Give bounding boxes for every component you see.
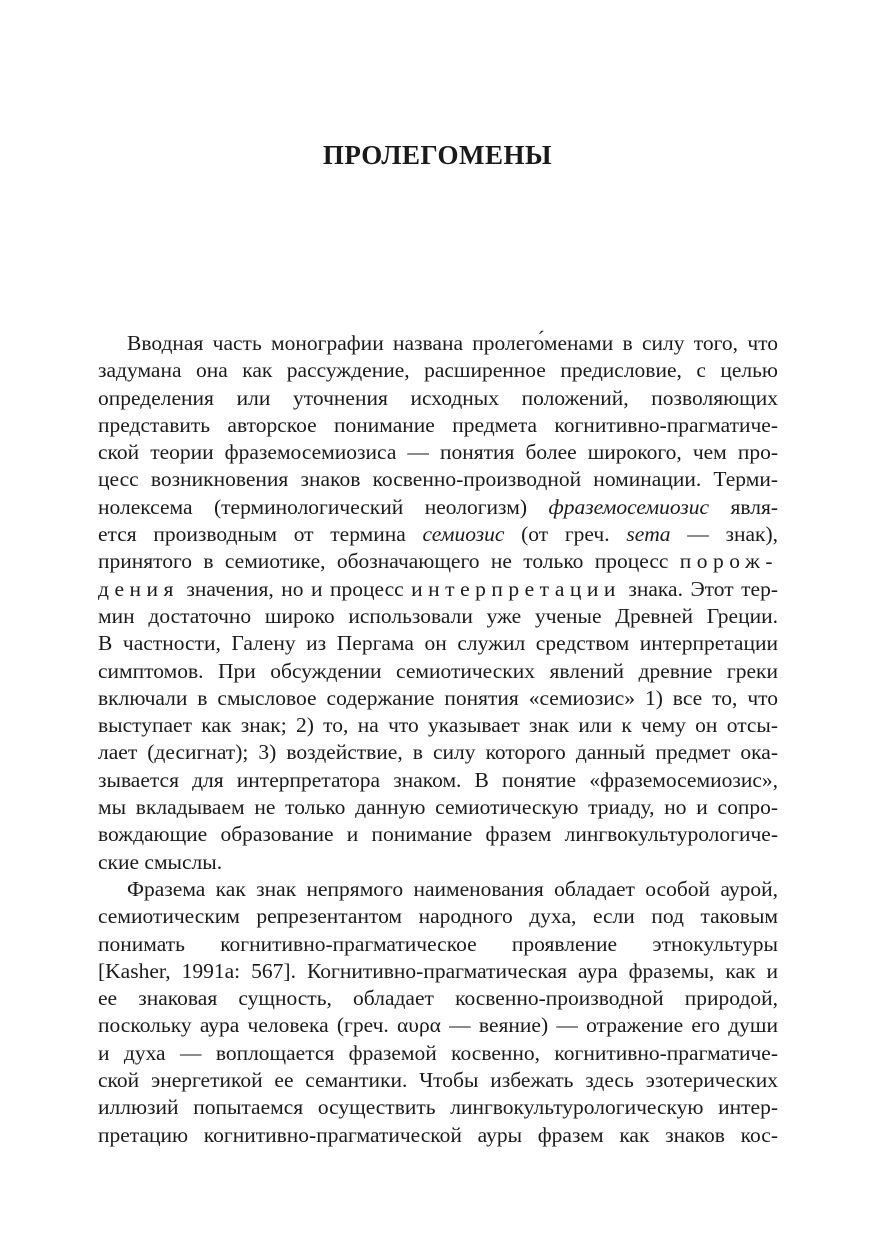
text-line: Фразема как знак непрямого наименования обладает особой аурой, [127,876,778,901]
text-line: понимать когнитивно-прагматическое проявление этнокультуры [98,931,778,956]
text-line [98,521,778,548]
text-line: представить авторское понимание предмета когнитивно-прагматиче- [98,412,778,437]
text-line: претацию когнитивно-прагматической ауры фразем как знаков кос- [98,1122,778,1147]
text-line: определения или уточнения исходных положений, позволяющих [98,385,778,410]
text-segment: принятого в семиотике, обозначающего не только процесс [98,549,680,574]
spaced-term: порож- [679,549,778,574]
text-line: мы вкладываем не только данную семиотическую триаду, но и сопро- [98,795,778,820]
text-line: цесс возникновения знаков косвенно-производной номинации. Терми- [98,467,778,492]
text-line: Вводная часть монографии названа пролего́менами в силу того, что [127,331,778,355]
text-line: симптомов. При обсуждении семиотических явлений древние греки [98,658,778,683]
text-line: поскольку аура человека (греч. αυρα — веяние) — отражение его души [98,1013,778,1038]
text-line: мин достаточно широко использовали уже ученые Древней Греции. [98,603,778,628]
text-segment: ется производным от термина [98,522,423,547]
italic-term: семиозис [422,522,505,547]
italic-term: sema [626,522,671,547]
text-segment: (от греч. [504,522,627,547]
text-line [98,494,778,521]
paragraph-2 [98,876,778,1149]
text-segment: нолексема (терминологический неологизм) [98,494,549,519]
text-line: задумана она как рассуждение, расширенное предисловие, с целью [98,358,778,383]
text-line [98,548,778,575]
text-line: [Kasher, 1991a: 567]. Когнитивно-прагматическая аура фраземы, как и [98,958,778,983]
text-segment: явля- [709,494,778,519]
italic-term: фраземосемиозис [548,494,709,519]
text-line [98,576,778,603]
text-line: иллюзий попытаемся осуществить лингвокультурологическую интер- [98,1095,778,1120]
text-line: семиотическим репрезентантом народного духа, если под таковым [98,904,778,929]
text-line: зывается для интерпретатора знаком. В понятие «фраземосемиозис», [98,767,778,792]
text-segment: знака. Этот тер- [620,576,778,601]
body-text [98,330,778,1149]
text-line: выступает как знак; 2) то, на что указывает знак или к чему он отсы- [98,713,778,738]
text-line: ской теории фраземосемиозиса — понятия более широкого, чем про- [98,440,778,465]
page-title: ПРОЛЕГОМЕНЫ [322,140,553,170]
text-line: В частности, Галену из Пергама он служил средством интерпретации [98,631,778,656]
text-segment: значения, но и процесс [178,576,412,601]
text-segment: — знак), [670,522,778,547]
spaced-term: дения [98,576,179,601]
text-line: ской энергетикой ее семантики. Чтобы избежать здесь эзотерических [98,1068,778,1093]
paragraph-1 [98,330,778,876]
text-line: включали в смысловое содержание понятия «семиозис» 1) все то, что [98,685,778,710]
text-line: вождающие образование и понимание фразем лингвокультурологиче- [98,822,778,847]
text-line: ее знаковая сущность, обладает косвенно-производной природой, [98,986,778,1011]
text-line: ские смыслы. [98,849,223,874]
text-line: лает (десигнат); 3) воздействие, в силу которого данный предмет ока- [98,740,778,765]
spaced-term: интерпретации [411,576,621,601]
text-line: и духа — воплощается фраземой косвенно, когнитивно-прагматиче- [98,1040,778,1065]
